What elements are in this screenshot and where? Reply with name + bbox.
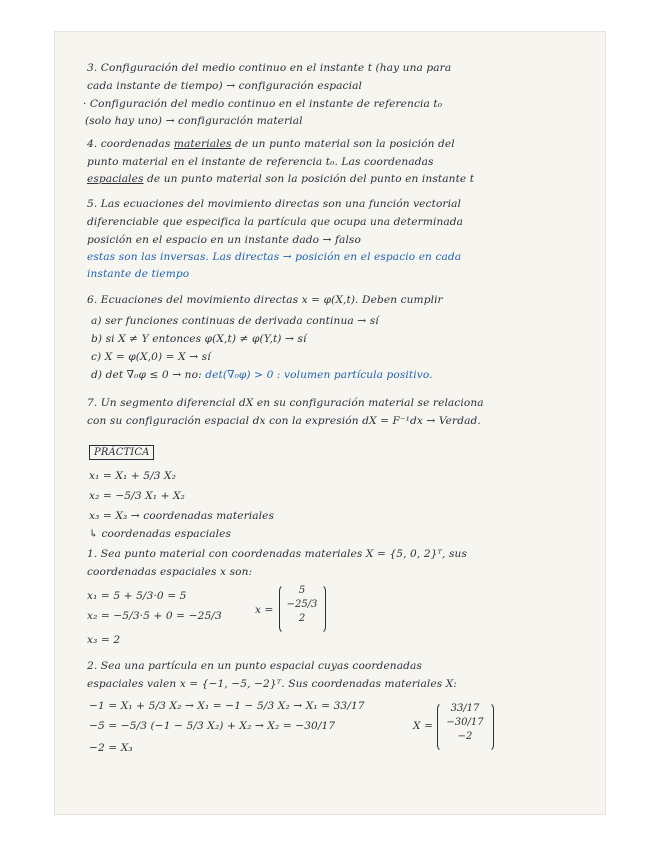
q4-espaciales-underlined: espaciales — [87, 173, 144, 185]
q7-line2: con su configuración espacial dx con la expresión dX = F⁻¹dx → Verdad. — [87, 415, 481, 427]
p2-line1: 2. Sea una partícula en un punto espacial cuyas coordenadas — [87, 660, 422, 672]
q6-d-blue-note: det(∇₀φ) > 0 : volumen partícula positivo. — [205, 369, 433, 381]
practica-eq2: x₂ = −5/3 X₁ + X₂ — [89, 490, 186, 502]
practica-box: PRÁCTICA — [89, 445, 154, 460]
q4-text-b: de un punto material son la posición del punto en instante t — [143, 173, 475, 185]
p1-calc3: x₃ = 2 — [87, 634, 121, 646]
practica-eq4: ↳ coordenadas espaciales — [89, 528, 232, 540]
p1-vector-v1: 5 — [298, 585, 306, 596]
p1-vector — [285, 584, 319, 626]
q6-item-c: c) X = φ(X,0) = X → sí — [91, 351, 211, 363]
q4-line2: punto material en el instante de referencia t₀. Las coordenadas — [87, 156, 434, 168]
p1-line1: 1. Sea punto material con coordenadas materiales X = {5, 0, 2}ᵀ, sus — [87, 548, 467, 560]
q5-line2: diferenciable que especifica la partícula que ocupa una determinada — [87, 216, 464, 228]
p2-calc2: −5 = −5/3 (−1 − 5/3 X₂) + X₂ → X₂ = −30/17 — [89, 720, 336, 732]
p2-vector-v3: −2 — [457, 731, 473, 742]
q5-line4-blue: estas son las inversas. Las directas → posición en el espacio en cada — [87, 251, 462, 263]
q4-materiales-underlined: materiales — [173, 138, 232, 150]
p1-vector-v2: −25/3 — [286, 599, 318, 610]
p2-calc3: −2 = X₃ — [89, 742, 133, 754]
p2-vector-v1: 33/17 — [450, 703, 480, 714]
q5-line5-blue: instante de tiempo — [87, 268, 190, 280]
q6-item-b: b) si X ≠ Y entonces φ(X,t) ≠ φ(Y,t) → sí — [91, 333, 307, 345]
q7-line1: 7. Un segmento diferencial dX en su configuración material se relaciona — [87, 397, 484, 409]
q3-line1: 3. Configuración del medio continuo en el instante t (hay una para — [87, 62, 452, 74]
q6-item-a: a) ser funciones continuas de derivada continua → sí — [91, 315, 379, 327]
q6-d-text: d) det ∇₀φ ≤ 0 → no: — [91, 369, 202, 381]
practica-eq3: x₃ = X₃ → coordenadas materiales — [89, 510, 275, 522]
q6-line1: 6. Ecuaciones del movimiento directas x = φ(X,t). Deben cumplir — [87, 294, 443, 306]
q3-line2: cada instante de tiempo) → configuración espacial — [87, 80, 362, 92]
p2-calc1: −1 = X₁ + 5/3 X₂ → X₁ = −1 − 5/3 X₂ → X₁ = 33/17 — [89, 700, 365, 712]
p2-vector-right-paren — [487, 702, 494, 752]
practica-eq1: x₁ = X₁ + 5/3 X₂ — [89, 470, 177, 482]
q4-line1 — [87, 138, 455, 150]
q4-text-a: 4. coordenadas — [87, 138, 174, 150]
p1-vector-v3: 2 — [298, 613, 306, 624]
p1-line2: coordenadas espaciales x son: — [87, 566, 253, 578]
practica-title — [89, 446, 154, 458]
p1-vector-label: x = — [255, 604, 274, 616]
q5-line1: 5. Las ecuaciones del movimiento directas son una función vectorial — [87, 198, 461, 210]
p1-vector-right-paren — [319, 584, 326, 634]
p2-vector — [443, 702, 487, 744]
p2-line2: espaciales valen x = {−1, −5, −2}ᵀ. Sus coordenadas materiales X: — [87, 678, 458, 690]
q4-line3 — [87, 173, 474, 185]
p1-calc1: x₁ = 5 + 5/3·0 = 5 — [87, 590, 187, 602]
p2-vector-label: X = — [413, 720, 434, 732]
q4-text-c: de un punto material son la posición del — [231, 138, 455, 150]
q5-line3: posición en el espacio en un instante dado → falso — [87, 234, 361, 246]
q3-line4: (solo hay uno) → configuración material — [85, 115, 303, 127]
p2-vector-v2: −30/17 — [446, 717, 484, 728]
q3-line3: · Configuración del medio continuo en el instante de referencia t₀ — [83, 98, 443, 110]
p1-calc2: x₂ = −5/3·5 + 0 = −25/3 — [87, 610, 222, 622]
notebook-page — [55, 32, 605, 814]
q6-item-d — [91, 369, 433, 381]
